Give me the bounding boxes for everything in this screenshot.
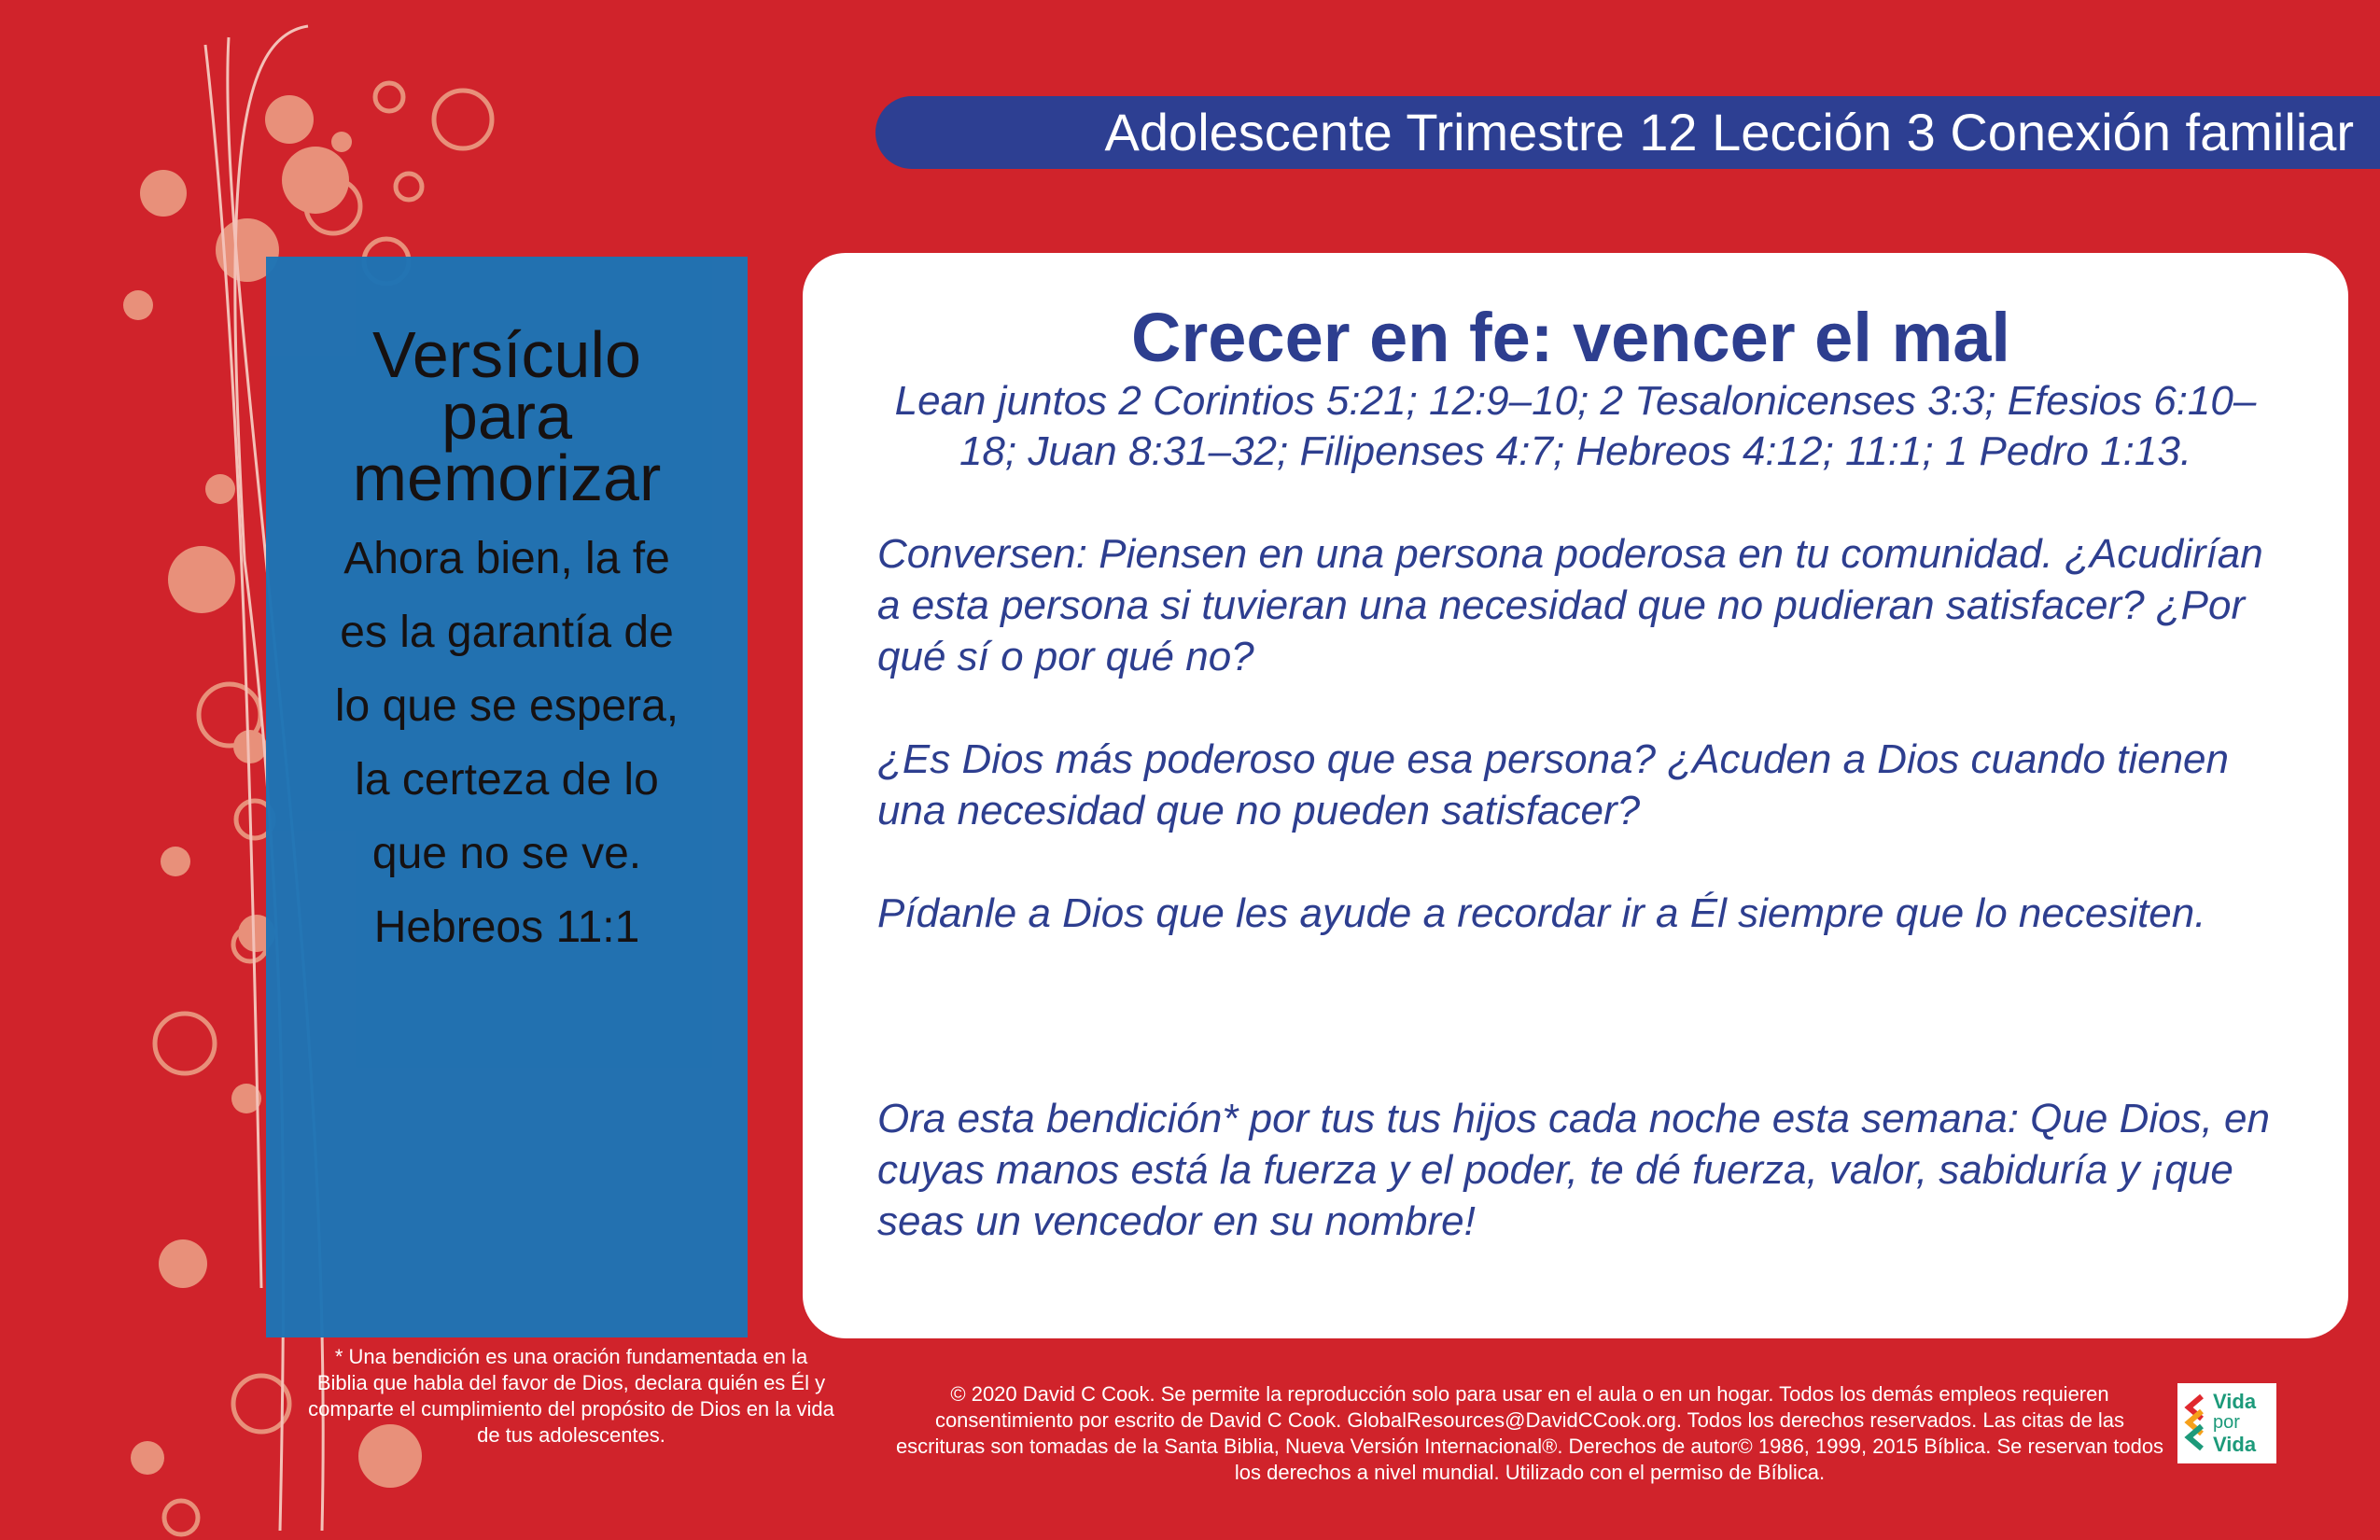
memory-verse-line: que no se ve. [371, 829, 642, 878]
bubble-ring [396, 174, 422, 200]
bubble [140, 170, 187, 217]
memory-verse-text [266, 522, 748, 890]
bubble [331, 132, 352, 152]
bubble-ring [164, 1501, 198, 1534]
blessing-footnote: * Una bendición es una oración fundamentada en la Biblia que habla del favor de Dios, declara quién es Él y comparte el cumplimiento del propósito de Dios en la vida de tus adolescentes. [308, 1345, 834, 1447]
memory-verse-line: la certeza de lo [355, 755, 659, 805]
bubble [168, 546, 235, 613]
discussion-paragraph-2: ¿Es Dios más poderoso que esa persona? ¿Acuden a Dios cuando tienen una necesidad que no pueden satisfacer? [877, 736, 2229, 833]
lesson-header-bar [875, 96, 2380, 169]
memory-verse-line: es la garantía de [340, 608, 674, 657]
memory-verse-title [266, 318, 748, 514]
bubble-ring [155, 1014, 215, 1073]
bubble [131, 1441, 164, 1475]
memory-title-line: Versículo [372, 318, 641, 391]
bubble [159, 1239, 207, 1288]
scripture-readings: Lean juntos 2 Corintios 5:21; 12:9–10; 2 Tesalonicenses 3:3; Efesios 6:10–18; Juan 8:31–32; Filipenses 4:7; Hebreos 4:12; 11:1; 1 Pedro 1:13. [894, 378, 2257, 474]
bubble-ring [199, 684, 260, 746]
memory-verse-line: Ahora bien, la fe [343, 534, 670, 583]
blessing-paragraph: Ora esta bendición* por tus tus hijos cada noche esta semana: Que Dios, en cuyas manos está la fuerza y el poder, te dé fuerza, valor, sabiduría y ¡que seas un vencedor en su nombre! [877, 1096, 2270, 1244]
copyright-notice: © 2020 David C Cook. Se permite la reproducción solo para usar en el aula o en un hogar. Todos los demás empleos requieren consentimiento por escrito de David C Cook. GlobalResources@DavidCCook.org. Todos los derechos reservados. Las citas de las escrituras son tomadas de la Santa Biblia, Nueva Versión Internacional®. Derechos de autor© 1986, 1999, 2015 Bíblica. Se reservan todos los derechos a nivel mundial. Utilizado con el permiso de Bíblica. [895, 1382, 2164, 1484]
bubble [205, 474, 235, 504]
memory-verse-panel [266, 257, 748, 1337]
logo-word: por [2213, 1412, 2240, 1433]
bubble [161, 847, 190, 876]
logo-wordmark [2213, 1391, 2256, 1455]
vida-por-vida-logo [2177, 1383, 2276, 1463]
bubble [265, 95, 314, 144]
logo-word: Vida [2213, 1433, 2257, 1456]
bubble-ring [434, 91, 492, 148]
logo-chevrons-icon [2183, 1393, 2207, 1454]
memory-verse-reference: Hebreos 11:1 [373, 903, 640, 952]
content-card [803, 253, 2348, 1338]
prayer-prompt: Pídanle a Dios que les ayude a recordar ir a Él siempre que lo necesiten. [877, 890, 2206, 936]
memory-title-line: memorizar [352, 441, 662, 514]
lesson-header-title: Adolescente Trimestre 12 Lección 3 Conexión familiar [1104, 103, 2354, 161]
memory-verse-line: lo que se espera, [334, 681, 679, 731]
lesson-title: Crecer en fe: vencer el mal [1131, 299, 2010, 376]
bubble-ring [375, 83, 403, 111]
bubble [123, 290, 153, 320]
logo-word: Vida [2213, 1390, 2257, 1413]
memory-title-line: para [441, 380, 573, 453]
discussion-paragraph-1: Conversen: Piensen en una persona poderosa en tu comunidad. ¿Acudirían a esta persona si tuvieran una necesidad que no pudieran satisfacer? ¿Por qué sí o por qué no? [877, 531, 2263, 679]
